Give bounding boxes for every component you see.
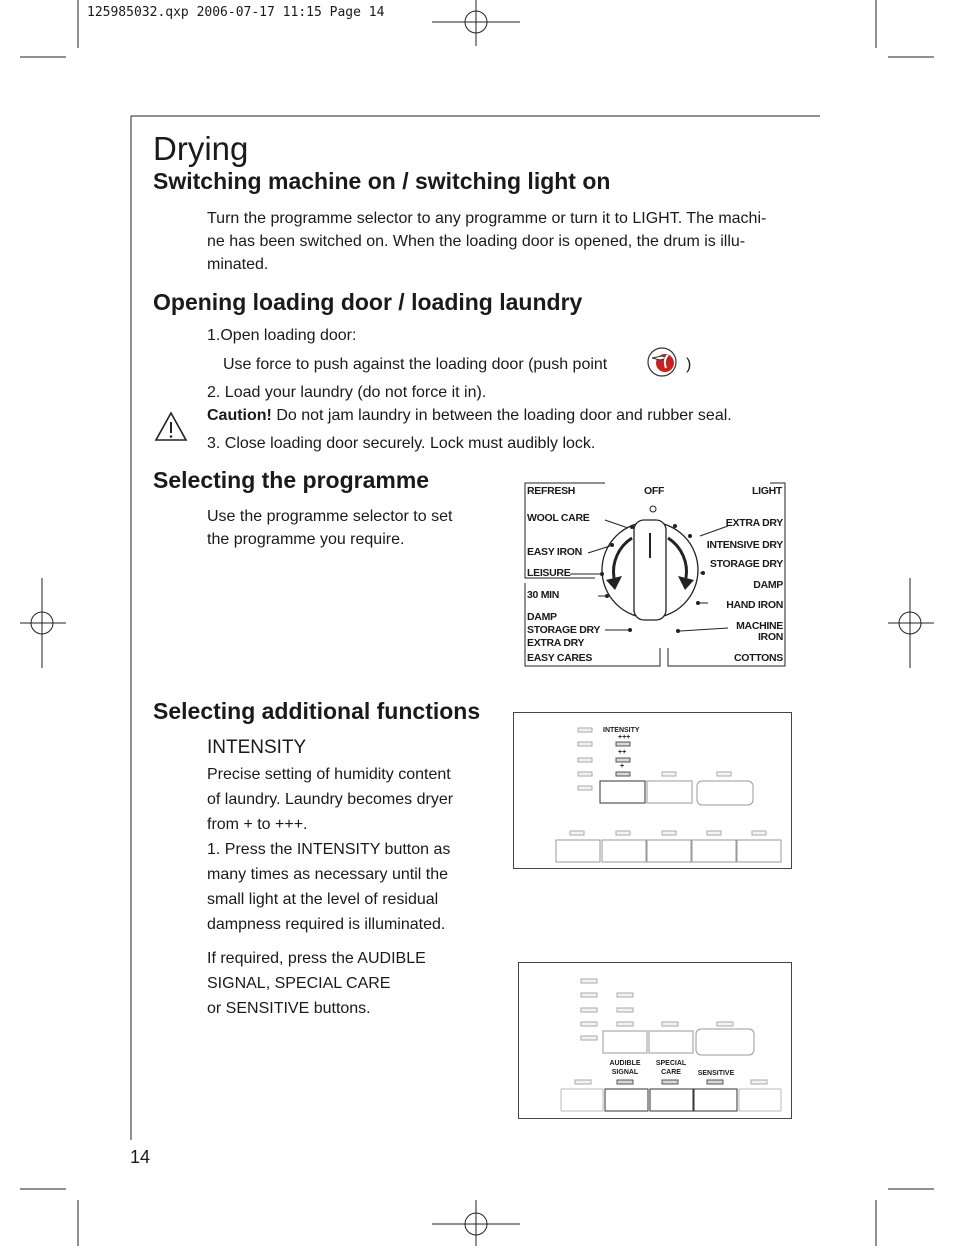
text-line: 1. Press the INTENSITY button as: [207, 841, 451, 858]
dial-label-hand-iron: HAND IRON: [726, 599, 783, 611]
push-text: Use force to push against the loading door (push point: [223, 356, 608, 373]
section-heading-switching: Switching machine on / switching light on: [153, 168, 611, 194]
dial-label-extra-dry-right: EXTRA DRY: [725, 517, 783, 529]
dial-label-storage-dry: STORAGE DRY: [527, 624, 601, 636]
push-instruction: [223, 353, 607, 376]
programme-text: [207, 505, 452, 551]
dial-label-extra-dry: EXTRA DRY: [527, 637, 585, 649]
dial-label-cottons: COTTONS: [733, 652, 783, 664]
dial-label-easy-cares: EASY CARES: [527, 652, 593, 664]
dial-label-damp-right: DAMP: [753, 579, 783, 591]
page-title: Drying: [153, 130, 249, 167]
dial-label-off: OFF: [644, 485, 665, 497]
dial-label-iron: IRON: [757, 631, 783, 643]
panel-graphic: [514, 713, 793, 870]
panel-graphic: [519, 963, 793, 1120]
text-line: SIGNAL, SPECIAL CARE: [207, 975, 391, 992]
panel-level-2: ++: [618, 749, 627, 756]
push-close-paren: ): [686, 356, 692, 373]
control-panel-options: [518, 962, 792, 1119]
programme-dial-diagram: [520, 478, 790, 670]
text-line: small light at the level of residual: [207, 891, 439, 908]
push-point-icon: [646, 346, 678, 378]
warning-icon: [154, 410, 188, 442]
additional-text: [207, 946, 426, 1021]
print-header: 125985032.qxp 2006-07-17 11:15 Page 14: [87, 5, 385, 20]
control-panel-intensity: [513, 712, 792, 869]
panel-sensitive-label: [695, 1069, 737, 1078]
caution-text: Do not jam laundry in between the loading door and rubber seal.: [271, 407, 732, 424]
text-line: of laundry. Laundry becomes dryer: [207, 791, 454, 808]
dial-label-easy-iron: EASY IRON: [527, 546, 582, 558]
label-line: CARE: [661, 1069, 681, 1076]
panel-level-3: +++: [618, 734, 631, 741]
text-line: Precise setting of humidity content: [207, 766, 451, 783]
dial-label-wool-care: WOOL CARE: [527, 512, 590, 524]
dial-label-storage-dry-right: STORAGE DRY: [709, 558, 783, 570]
panel-audible-signal-label: [609, 1059, 641, 1077]
dial-label-leisure: LEISURE: [527, 567, 571, 579]
text-line: from + to +++.: [207, 816, 308, 833]
text-line: many times as necessary until the: [207, 866, 448, 883]
text-line: Turn the programme selector to any programme or turn it to LIGHT. The machi-: [207, 210, 767, 227]
step-2: 2. Load your laundry (do not force it in).: [207, 384, 487, 401]
caution-label: Caution!: [207, 407, 272, 424]
dial-label-machine: MACHINE: [736, 620, 783, 632]
label-line: AUDIBLE: [609, 1060, 641, 1067]
section-heading-additional: Selecting additional functions: [153, 698, 481, 724]
dial-label-refresh: REFRESH: [527, 485, 576, 497]
panel-special-care-label: [653, 1059, 689, 1077]
panel-intensity-label: INTENSITY: [603, 727, 640, 734]
intensity-text: [207, 762, 453, 937]
section-heading-programme: Selecting the programme: [153, 467, 430, 493]
page-number: 14: [130, 1147, 151, 1167]
text-line: or SENSITIVE buttons.: [207, 1000, 371, 1017]
panel-level-1: +: [620, 763, 625, 770]
label-line: SENSITIVE: [697, 1070, 735, 1077]
switching-text: [207, 207, 802, 276]
text-line: Use the programme selector to set: [207, 508, 453, 525]
label-line: SPECIAL: [655, 1060, 687, 1067]
caution-note: [207, 404, 732, 427]
step-1: 1.Open loading door:: [207, 327, 357, 344]
dial-label-30-min: 30 MIN: [527, 589, 560, 601]
step-3: 3. Close loading door securely. Lock must audibly lock.: [207, 435, 596, 452]
text-line: If required, press the AUDIBLE: [207, 950, 426, 967]
text-line: ne has been switched on. When the loading door is opened, the drum is illu-: [207, 233, 746, 250]
dial-label-damp: DAMP: [527, 611, 557, 623]
dial-label-intensive-dry: INTENSIVE DRY: [706, 539, 783, 551]
section-heading-opening: Opening loading door / loading laundry: [153, 289, 583, 315]
intensity-heading: INTENSITY: [207, 737, 307, 758]
text-line: the programme you require.: [207, 531, 405, 548]
text-line: minated.: [207, 256, 269, 273]
label-line: SIGNAL: [611, 1069, 639, 1076]
text-line: dampness required is illuminated.: [207, 916, 446, 933]
dial-label-light: LIGHT: [752, 485, 782, 497]
